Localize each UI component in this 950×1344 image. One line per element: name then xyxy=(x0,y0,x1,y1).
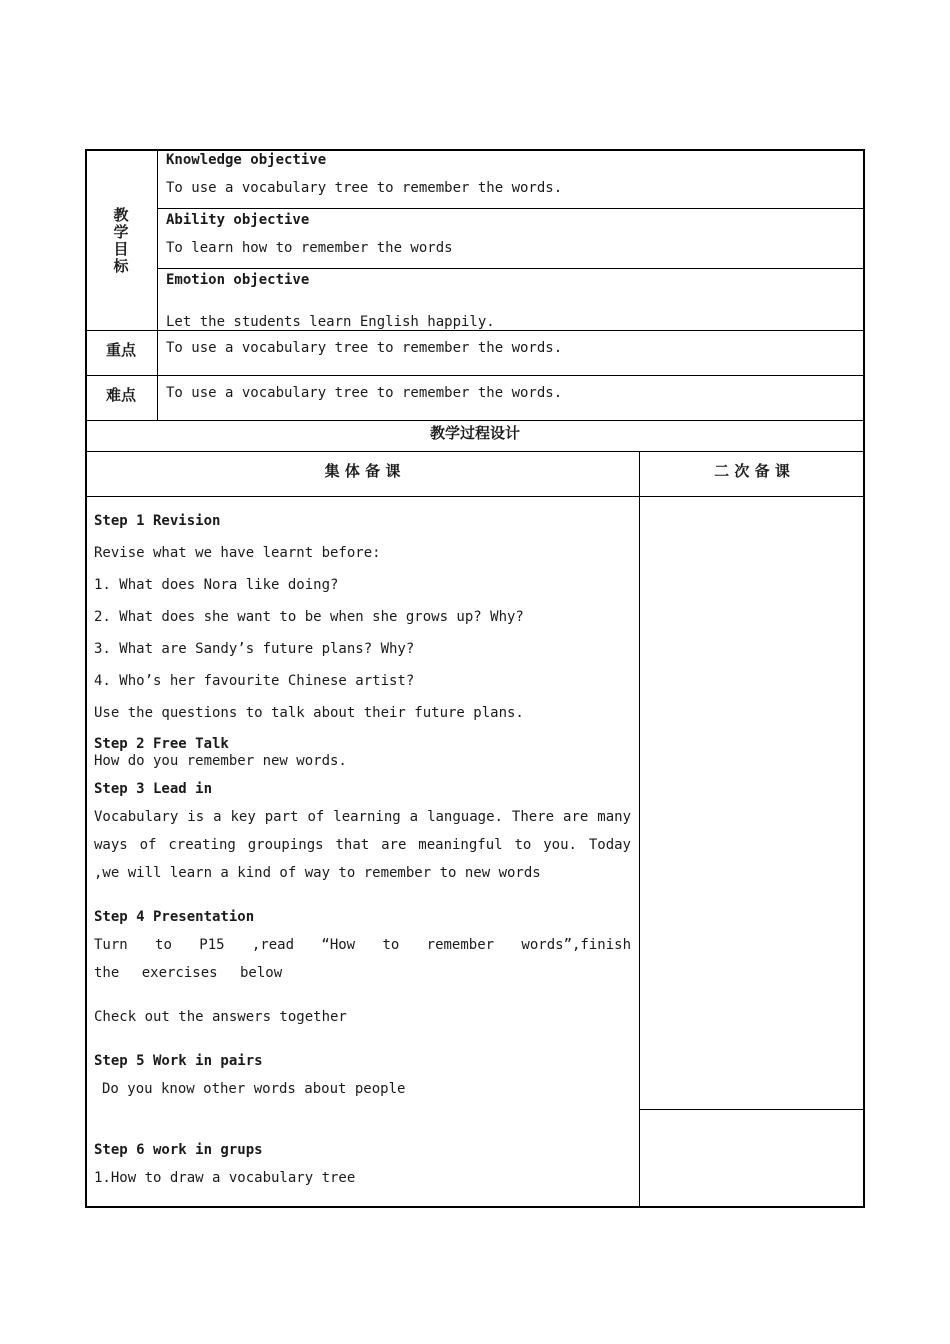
table-top-border xyxy=(85,149,865,151)
step3-title: Step 3 Lead in xyxy=(94,781,213,797)
step1-title: Step 1 Revision xyxy=(94,513,221,529)
side-label-char: 教 xyxy=(113,206,129,224)
step1-question: 3. What are Sandy’s future plans? Why? xyxy=(94,641,415,657)
table-right-border xyxy=(863,149,865,1208)
row-divider xyxy=(86,420,864,421)
difficult-point-text: To use a vocabulary tree to remember the words. xyxy=(166,385,563,401)
side-label-char: 目 xyxy=(113,240,129,258)
process-column-divider xyxy=(639,452,640,1208)
objectives-side-label xyxy=(111,207,131,275)
difficult-point-label: 难点 xyxy=(106,386,137,404)
row-divider xyxy=(158,208,864,209)
secondary-prep-header: 二 次 备 课 xyxy=(714,462,790,480)
key-point-label: 重点 xyxy=(106,341,137,359)
step6-text: 1.How to draw a vocabulary tree xyxy=(94,1170,356,1186)
step2-text: How do you remember new words. xyxy=(94,753,347,769)
collective-prep-header: 集 体 备 课 xyxy=(324,462,401,480)
step3-text: Vocabulary is a key part of learning a language. There are many ways of creating groupings that are meaningful to you. Today ,we will learn a kind of way to remember to new words xyxy=(94,809,631,881)
ability-objective-title: Ability objective xyxy=(166,212,310,228)
step5-text: Do you know other words about people xyxy=(102,1081,406,1097)
step4-text: Turn to P15 ,read “How to remember words”,finish the exercises below xyxy=(94,937,631,981)
row-divider xyxy=(86,451,864,452)
step1-question: 4. Who’s her favourite Chinese artist? xyxy=(94,673,415,689)
notes-cell-divider xyxy=(640,1109,864,1110)
table-bottom-border xyxy=(85,1206,865,1208)
knowledge-objective-title: Knowledge objective xyxy=(166,152,327,168)
step1-outro: Use the questions to talk about their future plans. xyxy=(94,705,524,721)
emotion-objective-title: Emotion objective xyxy=(166,272,310,288)
process-title: 教学过程设计 xyxy=(429,424,520,442)
label-column-divider xyxy=(157,151,158,421)
step1-intro: Revise what we have learnt before: xyxy=(94,545,381,561)
step2-title: Step 2 Free Talk xyxy=(94,736,229,752)
step1-question: 1. What does Nora like doing? xyxy=(94,577,339,593)
knowledge-objective-text: To use a vocabulary tree to remember the words. xyxy=(166,180,563,196)
ability-objective-text: To learn how to remember the words xyxy=(166,240,453,256)
side-label-char: 学 xyxy=(113,223,129,241)
step6-title: Step 6 work in grups xyxy=(94,1142,263,1158)
step4-check: Check out the answers together xyxy=(94,1009,347,1025)
row-divider xyxy=(86,496,864,497)
row-divider xyxy=(86,375,864,376)
row-divider xyxy=(86,330,864,331)
table-left-border xyxy=(85,149,87,1208)
row-divider xyxy=(158,268,864,269)
step1-question: 2. What does she want to be when she grows up? Why? xyxy=(94,609,524,625)
step5-title: Step 5 Work in pairs xyxy=(94,1053,263,1069)
side-label-char: 标 xyxy=(113,257,129,275)
step4-title: Step 4 Presentation xyxy=(94,909,255,925)
emotion-objective-text: Let the students learn English happily. xyxy=(166,314,495,330)
key-point-text: To use a vocabulary tree to remember the words. xyxy=(166,340,563,356)
